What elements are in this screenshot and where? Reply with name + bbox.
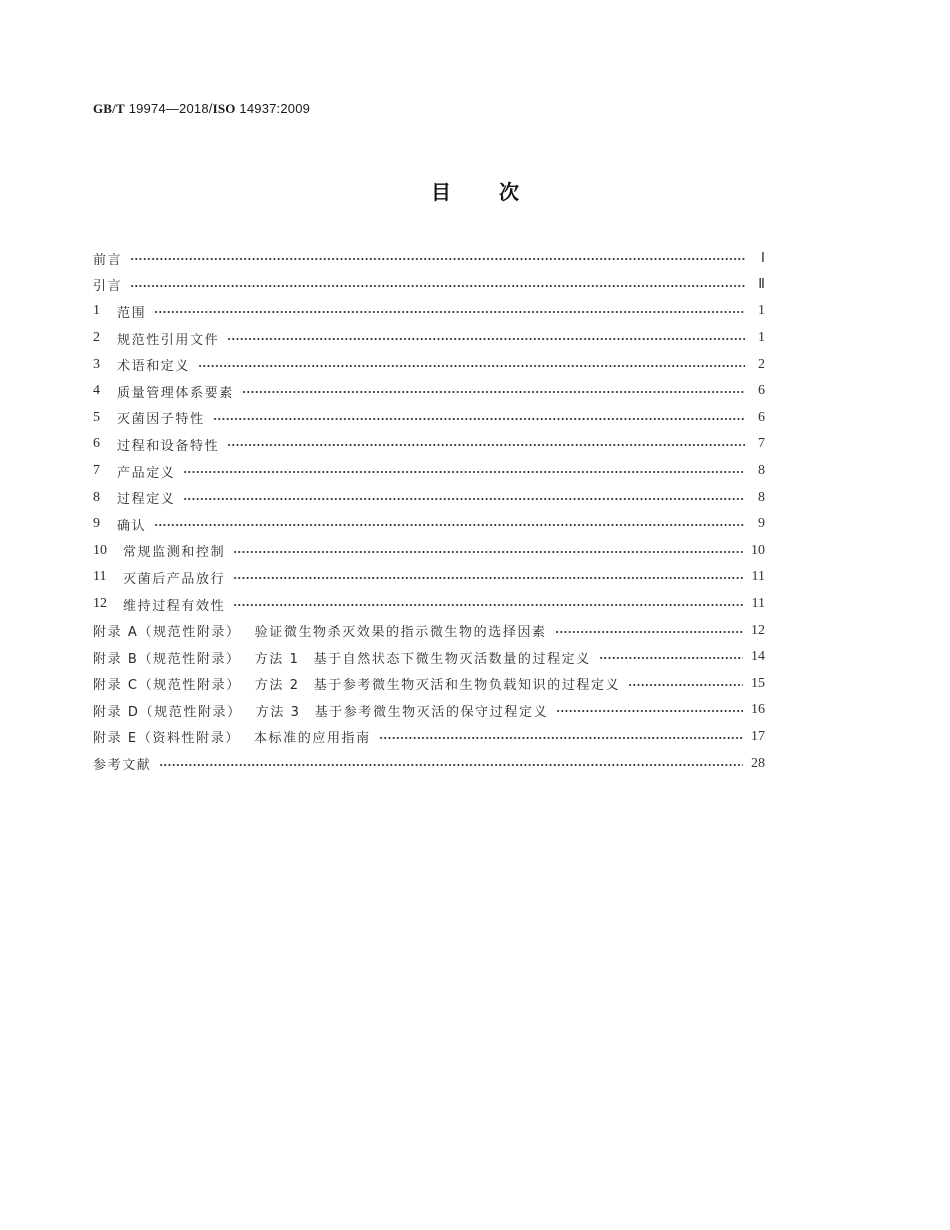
toc-page: 9	[758, 516, 765, 532]
toc-page: Ⅱ	[758, 277, 765, 293]
toc-page: 7	[758, 436, 765, 452]
toc-entry[interactable]	[93, 298, 765, 325]
toc-entry-annex-a[interactable]	[93, 617, 765, 644]
toc-number: 12	[93, 596, 107, 612]
annex-title: 基于参考微生物灭活的保守过程定义	[314, 704, 549, 720]
toc-label: 参考文献	[93, 758, 152, 774]
leader-dots	[154, 311, 745, 313]
toc-number: 9	[93, 516, 100, 532]
toc-entry[interactable]	[93, 484, 765, 511]
std-prefix: GB/T	[93, 101, 125, 116]
toc-number: 10	[93, 542, 107, 558]
leader-dots	[154, 524, 745, 526]
toc-entry[interactable]	[93, 458, 765, 485]
annex-label: 附录 B（规范性附录）	[93, 651, 241, 667]
toc-page: 28	[751, 755, 765, 771]
toc-entry[interactable]	[93, 325, 765, 352]
annex-label: 附录 A（规范性附录）	[93, 625, 241, 641]
toc-page: 10	[751, 542, 765, 558]
annex-title: 基于自然状态下微生物灭活数量的过程定义	[313, 651, 591, 667]
annex-method: 方法 1	[254, 651, 300, 667]
table-of-contents	[93, 245, 765, 777]
toc-page: 16	[751, 702, 765, 718]
toc-label: 前言	[93, 252, 123, 268]
annex-title: 本标准的应用指南	[253, 731, 371, 747]
leader-dots	[183, 498, 745, 500]
toc-page: 6	[758, 409, 765, 425]
toc-page: 15	[751, 675, 765, 691]
toc-label: 确认	[117, 518, 147, 534]
toc-label: 范围	[117, 305, 147, 321]
toc-entry[interactable]	[93, 431, 765, 458]
leader-dots	[198, 365, 745, 367]
toc-page: 2	[758, 356, 765, 372]
annex-method: 方法 3	[255, 704, 301, 720]
toc-label: 灭菌后产品放行	[123, 571, 226, 587]
toc-page: 11	[751, 569, 765, 585]
toc-entry[interactable]	[93, 538, 765, 565]
annex-label: 附录 C（规范性附录）	[93, 678, 241, 694]
leader-dots	[379, 737, 743, 739]
toc-number: 8	[93, 489, 100, 505]
leader-dots	[227, 444, 745, 446]
toc-entry[interactable]	[93, 378, 765, 405]
toc-number: 1	[93, 303, 100, 319]
leader-dots	[159, 764, 743, 766]
toc-page: 12	[751, 622, 765, 638]
toc-number: 4	[93, 383, 100, 399]
toc-number: 3	[93, 356, 100, 372]
toc-label: 术语和定义	[117, 359, 191, 375]
toc-number: 2	[93, 330, 100, 346]
toc-label: 质量管理体系要素	[117, 385, 234, 401]
toc-entry-annex-b[interactable]	[93, 644, 765, 671]
toc-label: 维持过程有效性	[123, 598, 226, 614]
toc-number: 5	[93, 409, 100, 425]
leader-dots	[227, 338, 745, 340]
leader-dots	[233, 604, 743, 606]
toc-label: 过程定义	[117, 492, 176, 508]
leader-dots	[628, 684, 743, 686]
annex-title: 验证微生物杀灭效果的指示微生物的选择因素	[254, 625, 547, 641]
standard-code	[93, 101, 310, 117]
annex-label: 附录 E（资料性附录）	[93, 731, 240, 747]
toc-entry[interactable]	[93, 405, 765, 432]
toc-entry-bibliography[interactable]	[93, 750, 765, 777]
leader-dots	[183, 471, 745, 473]
leader-dots	[233, 577, 743, 579]
page-title	[0, 176, 950, 205]
toc-page: 1	[758, 330, 765, 346]
toc-number: 7	[93, 463, 100, 479]
toc-label: 产品定义	[117, 465, 176, 481]
leader-dots	[242, 391, 745, 393]
title-char: 目	[431, 180, 451, 204]
toc-page: 8	[758, 463, 765, 479]
toc-label: 过程和设备特性	[117, 438, 220, 454]
toc-entry-foreword[interactable]	[93, 245, 765, 272]
toc-page: 11	[751, 596, 765, 612]
toc-page: 17	[751, 728, 765, 744]
toc-entry[interactable]	[93, 564, 765, 591]
annex-title: 基于参考微生物灭活和生物负载知识的过程定义	[313, 678, 621, 694]
leader-dots	[213, 418, 745, 420]
toc-label: 常规监测和控制	[123, 545, 226, 561]
toc-number: 6	[93, 436, 100, 452]
toc-entry[interactable]	[93, 351, 765, 378]
toc-entry-introduction[interactable]	[93, 272, 765, 299]
leader-dots	[233, 551, 743, 553]
toc-page: Ⅰ	[760, 250, 765, 266]
std-number: 19974—2018/	[128, 101, 213, 116]
toc-page: 14	[751, 649, 765, 665]
toc-entry[interactable]	[93, 591, 765, 618]
iso-number: 14937:2009	[239, 101, 311, 116]
toc-page: 6	[758, 383, 765, 399]
annex-method: 方法 2	[254, 678, 300, 694]
toc-label: 灭菌因子特性	[117, 412, 205, 428]
toc-label: 引言	[93, 279, 123, 295]
leader-dots	[130, 258, 745, 260]
toc-label: 规范性引用文件	[117, 332, 220, 348]
leader-dots	[555, 631, 743, 633]
title-char: 次	[499, 180, 519, 204]
toc-page: 1	[758, 303, 765, 319]
leader-dots	[130, 285, 745, 287]
leader-dots	[556, 710, 743, 712]
toc-number: 11	[93, 569, 107, 585]
toc-entry[interactable]	[93, 511, 765, 538]
iso-prefix: ISO	[212, 101, 236, 116]
toc-entry-annex-d[interactable]	[93, 697, 765, 724]
toc-entry-annex-c[interactable]	[93, 671, 765, 698]
annex-label: 附录 D（规范性附录）	[93, 704, 242, 720]
toc-entry-annex-e[interactable]	[93, 724, 765, 751]
toc-page: 8	[758, 489, 765, 505]
leader-dots	[599, 657, 743, 659]
